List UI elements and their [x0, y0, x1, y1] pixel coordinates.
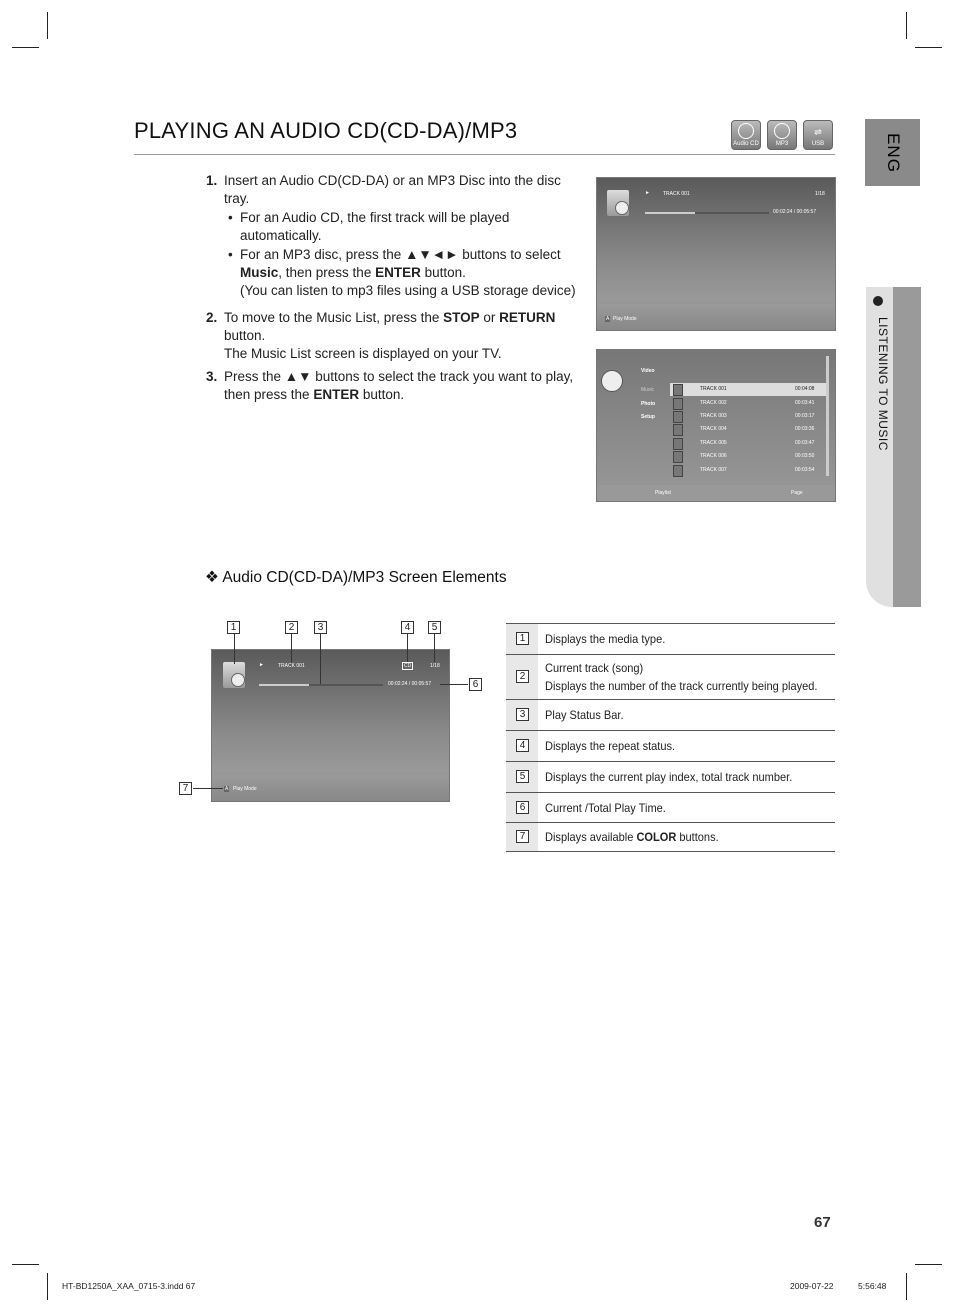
progress-bar [259, 684, 383, 686]
table-row [506, 731, 835, 762]
play-mode-label: Play Mode [233, 786, 257, 792]
cd-thumbnail-icon [607, 190, 629, 216]
step-1-bullet-2: • For an MP3 disc, press the ▲▼◄► buttons to select Music, then press the ENTER button. (You can listen to mp3 files using a USB storage device) [224, 246, 581, 300]
crop-mark [12, 47, 39, 48]
page-label: Page [791, 490, 803, 496]
callout-line [440, 684, 468, 685]
callout-line [193, 788, 223, 789]
footer-filename: HT-BD1250A_XAA_0715-3.indd 67 [62, 1281, 196, 1291]
table-row [506, 624, 835, 655]
play-mode-label: Play Mode [613, 316, 637, 322]
row-number: 1 [516, 632, 529, 645]
table-row [506, 700, 835, 731]
section-title: ❖ Audio CD(CD-DA)/MP3 Screen Elements [205, 569, 507, 586]
table-row [506, 655, 835, 700]
menu-item-setup: Setup [641, 414, 655, 420]
callout-line [434, 634, 435, 662]
step-1-bullet-1: • For an Audio CD, the first track will be played automatically. [224, 209, 581, 245]
list-item: TRACK 007 00:03:54 [670, 464, 826, 477]
list-item: TRACK 004 00:03:36 [670, 423, 826, 436]
a-button-icon: A [606, 316, 610, 322]
footer-time: 5:56:48 [858, 1281, 887, 1291]
crop-mark [906, 1273, 907, 1300]
disc-icon [601, 370, 623, 392]
crop-mark [47, 12, 48, 39]
mp3-icon: MP3 [767, 120, 797, 150]
play-index: 1/18 [815, 191, 825, 197]
crop-mark [47, 1273, 48, 1300]
playlist-label: Playlist [655, 490, 671, 496]
step-1: 1. Insert an Audio CD(CD-DA) or an MP3 Disc into the disc tray. • For an Audio CD, the first track will be played automatically. • For an MP3 disc, press the ▲▼◄► buttons to select Music, then press the ENTER button. (You can listen to mp3 files using a USB storage device) [206, 172, 581, 300]
play-index: 1/18 [430, 663, 440, 669]
callout-line [234, 634, 235, 664]
list-item: TRACK 005 00:03:47 [670, 437, 826, 450]
chapter-tab-edge [893, 287, 921, 607]
list-item: TRACK 006 00:03:50 [670, 450, 826, 463]
crop-mark [915, 47, 942, 48]
menu-item-photo: Photo [641, 401, 656, 407]
callout-6: 6 [469, 678, 482, 691]
page-title: PLAYING AN AUDIO CD(CD-DA)/MP3 [134, 118, 518, 143]
track-name: TRACK 001 [663, 191, 690, 197]
footer-date: 2009-07-22 [790, 1281, 834, 1291]
callout-4: 4 [401, 621, 414, 634]
crop-mark [906, 12, 907, 39]
play-icon: ► [645, 190, 650, 196]
callout-line [320, 634, 321, 684]
list-footer [597, 485, 835, 501]
usb-icon: ⇌ USB [803, 120, 833, 150]
list-item: TRACK 003 00:03:17 [670, 410, 826, 423]
audio-cd-icon: Audio CD [731, 120, 761, 150]
row-text: Displays the media type. [545, 632, 666, 646]
language-tab-label: ENG [883, 132, 903, 173]
row-text: Current track (song) [545, 661, 644, 675]
play-time: 00:02:24 / 00:05:57 [773, 209, 817, 215]
row-number: 2 [516, 670, 529, 683]
callout-3: 3 [314, 621, 327, 634]
list-item: TRACK 002 00:03:41 [670, 397, 826, 410]
row-text: Displays the current play index, total track number. [545, 770, 793, 784]
menu-item-music: Music [641, 387, 655, 393]
cd-thumbnail-icon [223, 662, 245, 688]
callout-1: 1 [227, 621, 240, 634]
row-number: 7 [516, 830, 529, 843]
step-1-text: Insert an Audio CD(CD-DA) or an MP3 Disc into the disc tray. [224, 173, 561, 206]
callout-line [291, 634, 292, 662]
player-screen-screenshot [596, 177, 836, 331]
screen-elements-diagram [211, 649, 450, 802]
chapter-label: LISTENING TO MUSIC [876, 317, 890, 451]
callout-line [407, 634, 408, 662]
table-row [506, 823, 835, 852]
callout-5: 5 [428, 621, 441, 634]
button-bar [597, 304, 835, 330]
row-text: Current /Total Play Time. [545, 801, 666, 815]
crop-mark [915, 1264, 942, 1265]
crop-mark [12, 1264, 39, 1265]
scrollbar [826, 356, 829, 476]
repeat-status-icon: CD [404, 663, 412, 669]
callout-7: 7 [179, 782, 192, 795]
row-number: 6 [516, 801, 529, 814]
step-2: 2. To move to the Music List, press the STOP or RETURN button. The Music List screen is displayed on your TV. [206, 310, 556, 361]
elements-table [506, 623, 835, 853]
row-number: 4 [516, 739, 529, 752]
menu-item-video: Video [641, 368, 655, 374]
page-number: 67 [814, 1214, 831, 1231]
title-divider [134, 154, 835, 155]
row-text: Displays available COLOR buttons. [545, 830, 719, 844]
list-item: TRACK 001 00:04:08 [670, 383, 826, 396]
progress-bar [645, 212, 769, 214]
row-text: Play Status Bar. [545, 708, 624, 722]
callout-2: 2 [285, 621, 298, 634]
button-bar [212, 775, 449, 801]
track-name: TRACK 001 [278, 663, 305, 669]
a-button-icon: A [225, 786, 229, 792]
table-row [506, 793, 835, 823]
row-number: 5 [516, 770, 529, 783]
row-text: Displays the repeat status. [545, 739, 676, 753]
step-3: 3. Press the ▲▼ buttons to select the track you want to play, then press the ENTER button. [206, 369, 574, 402]
play-icon: ► [259, 662, 264, 668]
row-number: 3 [516, 708, 529, 721]
play-time: 00:02:24 / 00:05:57 [388, 681, 432, 687]
row-text: Displays the number of the track currently being played. [545, 679, 818, 693]
table-row [506, 762, 835, 793]
